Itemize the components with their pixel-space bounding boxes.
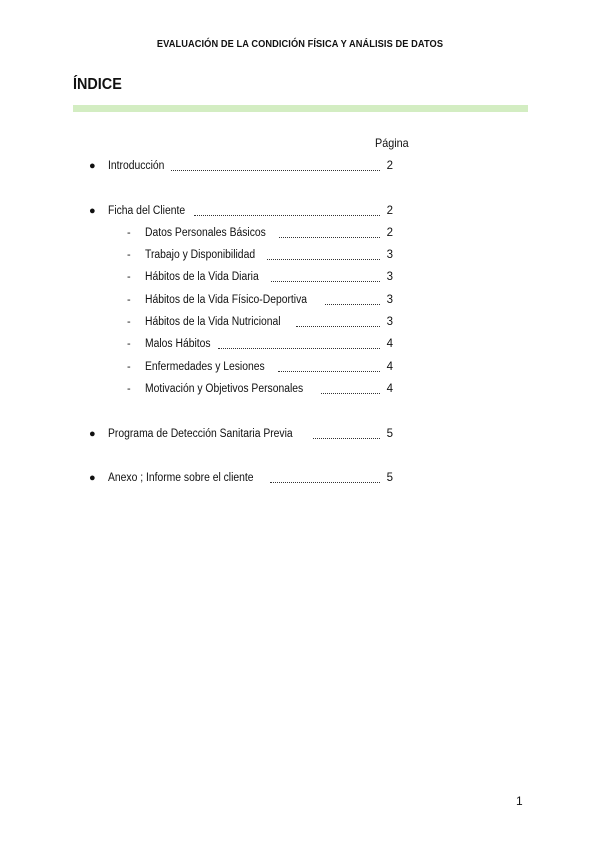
toc-subentry-malos-habitos[interactable] <box>127 335 393 353</box>
dotted-leader <box>171 169 380 171</box>
toc-entry-label: Anexo ; Informe sobre el cliente <box>108 472 254 484</box>
dotted-leader <box>296 325 380 327</box>
dash-icon: - <box>127 316 131 328</box>
toc-entry-label: Hábitos de la Vida Nutricional <box>145 316 281 328</box>
dash-icon: - <box>127 227 131 239</box>
dotted-leader <box>313 437 380 439</box>
dash-icon: - <box>127 271 131 283</box>
toc-entry-page: 5 <box>386 472 393 484</box>
toc-subentry-motivacion[interactable] <box>127 380 393 398</box>
toc-entry-label: Ficha del Cliente <box>108 205 186 217</box>
dotted-leader <box>267 258 380 260</box>
page-header: EVALUACIÓN DE LA CONDICIÓN FÍSICA Y ANÁLISIS DE DATOS <box>156 38 444 50</box>
toc-subentry-enfermedades[interactable] <box>127 358 393 376</box>
toc-entry-label: Programa de Detección Sanitaria Previa <box>108 428 293 440</box>
page-number: 1 <box>516 794 523 808</box>
toc-subentry-fisico-deportiva[interactable] <box>127 291 393 309</box>
toc-entry-label: Hábitos de la Vida Físico-Deportiva <box>145 294 308 306</box>
dash-icon: - <box>127 249 131 261</box>
toc-entry-ficha-cliente[interactable] <box>89 202 393 220</box>
toc-entry-label: Malos Hábitos <box>145 338 211 350</box>
toc-entry-label: Hábitos de la Vida Diaria <box>145 271 259 283</box>
toc-entry-page: 3 <box>386 249 393 261</box>
dotted-leader <box>321 392 380 394</box>
toc-entry-label: Trabajo y Disponibilidad <box>145 249 256 261</box>
dotted-leader <box>271 280 380 282</box>
toc-entry-anexo[interactable] <box>89 469 393 487</box>
toc-subentry-datos-personales[interactable] <box>127 224 393 242</box>
bullet-icon: ● <box>89 160 96 172</box>
toc-entry-page: 5 <box>386 428 393 440</box>
bullet-icon: ● <box>89 472 96 484</box>
toc-entry-page: 4 <box>386 338 393 350</box>
dash-icon: - <box>127 361 131 373</box>
toc-subentry-nutricional[interactable] <box>127 313 393 331</box>
toc-entry-page: 3 <box>386 271 393 283</box>
title-rule <box>73 105 528 112</box>
toc-entry-label: Introducción <box>108 160 165 172</box>
dotted-leader <box>270 481 380 483</box>
toc-entry-page: 2 <box>386 205 393 217</box>
toc-entry-label: Enfermedades y Lesiones <box>145 361 265 373</box>
dotted-leader <box>325 303 380 305</box>
toc-subentry-trabajo[interactable] <box>127 246 393 264</box>
bullet-icon: ● <box>89 205 96 217</box>
toc-entry-label: Motivación y Objetivos Personales <box>145 383 304 395</box>
dash-icon: - <box>127 294 131 306</box>
toc-entry-page: 3 <box>386 294 393 306</box>
index-title: ÍNDICE <box>73 76 122 93</box>
toc-entry-page: 4 <box>386 383 393 395</box>
toc-entry-page: 4 <box>386 361 393 373</box>
toc-entry-introduccion[interactable] <box>89 157 393 175</box>
toc-entry-page: 3 <box>386 316 393 328</box>
toc-entry-page: 2 <box>386 227 393 239</box>
toc-subentry-vida-diaria[interactable] <box>127 268 393 286</box>
dotted-leader <box>218 347 380 349</box>
bullet-icon: ● <box>89 428 96 440</box>
dash-icon: - <box>127 338 131 350</box>
page-column-label: Página <box>375 136 409 150</box>
dash-icon: - <box>127 383 131 395</box>
toc-entry-page: 2 <box>386 160 393 172</box>
dotted-leader <box>278 370 380 372</box>
toc-entry-programa-deteccion[interactable] <box>89 425 393 443</box>
dotted-leader <box>279 236 380 238</box>
toc-entry-label: Datos Personales Básicos <box>145 227 266 239</box>
dotted-leader <box>194 214 380 216</box>
